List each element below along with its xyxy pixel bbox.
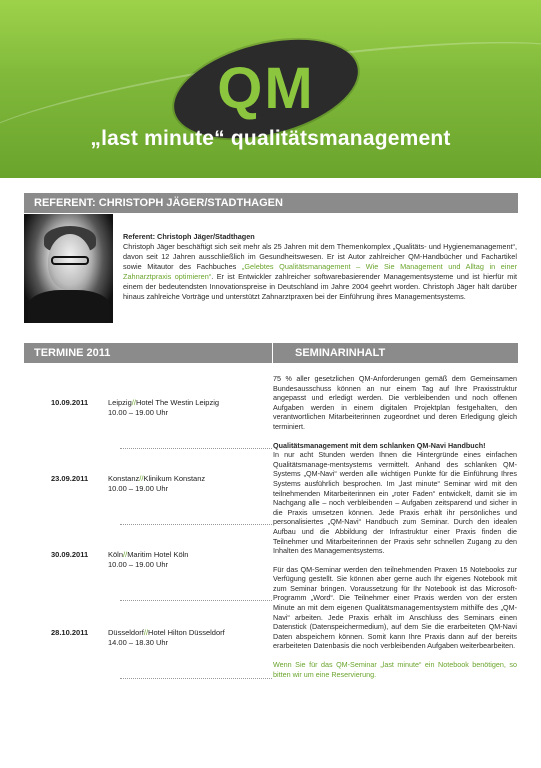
seminar-paragraph-3: Für das QM-Seminar werden den teilnehmenden Praxen 15 Notebooks zur Verfügung gestellt. Sie können aber gerne auch Ihr eigenes Notebook mit zum Seminar bringen. Voraussetzung für Ihr Notebook ist das Microsoft-Programm „Word“. Die Teilnehmer einer Praxis werden von der ersten Minute an mit dem eigenen Qualitätsmanagementsystem mithilfe des „QM-Navi“ arbeiten. Jede Praxis erhält im Anschluss des Seminars einen Datenstick (Datenspeichermedium), auf dem Sie die erarbeiteten QM-Navi Daten abspeichern können. Somit kann Ihre Praxis dann auf der bereits erarbeiteten Datenbasis die noch verbleibenden Aufgaben weiterbearbeiten. xyxy=(273,564,517,651)
seminar-paragraph-2-text: In nur acht Stunden werden Ihnen die Hintergründe eines einfachen Qualitätsmanage-mentsystems vermittelt. Anhand des schlanken QM-Systems „QM-Navi“ werden alle wichtigen Punkte für die Einführung Ihres Systems ausführlich besprochen. Im „last minute“ Seminar wird mit den teilnehmenden Mitarbeiterinnen ein „roter Faden“ entwickelt, damit sie im Nachgang alle – noch verbleibenden – Aufgaben zeitsparend und sicher in die Praxis umsetzen können. Jede Praxis erhält ihr persönliches und personalisiertes „QM-Navi“ Handbuch zum Seminar. Durch den idealen Aufbau und die Abbildung der Infrastruktur einer Praxis finden die Teilnehmer und Mitarbeiterinnen der Praxis sehr schnellen Zugang zu den Inhalten des Managementsystems. xyxy=(273,450,517,556)
termin-location xyxy=(108,398,270,418)
termine-list xyxy=(24,364,272,756)
seminar-paragraph-1: 75 % aller gesetzlichen QM-Anforderungen gemäß dem Gemeinsamen Bundesausschuss können an nur einem Tag auf Ihre Praxisstruktur angepasst und erledigt werden. Die verbleibenden und noch offenen Aufgaben werden in einem digitalen Projektplan festgehalten, den verantwortlichen Mitarbeiterinnen zugeordnet und deren Erledigung gleich terminiert. xyxy=(273,374,517,431)
bio-text-2: . Er ist Entwickler zahlreicher softwarebasierender Managementsysteme und ist hierfür mit einem der bedeutendsten Innovationspreise in Deutschland im Jahre 2004 geehrt worden. Christoph Jäger hält darüber hinaus zahlreiche Vorträge und unterstützt Zahnarztpraxen bei der Einführung ihres Managementsystems. xyxy=(123,272,517,301)
termin-city: Düsseldorf xyxy=(108,628,144,637)
termin-separator: // xyxy=(143,628,149,637)
seminar-closing-note: Wenn Sie für das QM-Seminar „last minute“ ein Notebook benötigen, so bitten wir um eine Reservierung. xyxy=(273,660,517,679)
termin-location xyxy=(108,550,270,570)
termin-divider xyxy=(120,600,272,601)
termin-venue: Klinikum Konstanz xyxy=(143,474,206,483)
termin-separator: // xyxy=(139,474,144,483)
seminar-paragraph-2 xyxy=(273,441,517,556)
termin-venue: Hotel The Westin Leipzig xyxy=(135,398,220,407)
termin-date: 23.09.2011 xyxy=(51,474,89,483)
termin-time: 14.00 – 18.30 Uhr xyxy=(108,638,169,647)
termin-divider xyxy=(120,524,272,525)
termin-time: 10.00 – 19.00 Uhr xyxy=(108,560,169,569)
termin-time: 10.00 – 19.00 Uhr xyxy=(108,484,169,493)
seminar-subheading: Qualitätsmanagement mit dem schlanken QM-Navi Handbuch! xyxy=(273,440,486,450)
header-banner xyxy=(0,0,541,178)
termin-location xyxy=(108,474,270,494)
seminar-section-title: SEMINARINHALT xyxy=(272,343,518,363)
book-title: „Gelebtes Qualitätsmanagement – Wie Sie Management und Alltag in einer Zahnarztpraxis optimieren“ xyxy=(123,262,517,281)
termin-divider xyxy=(120,448,272,449)
termin-separator: // xyxy=(131,398,136,407)
termine-section-title: TERMINE 2011 xyxy=(24,343,272,363)
photo-body xyxy=(28,290,110,323)
termin-date: 30.09.2011 xyxy=(51,550,89,559)
speaker-name: Referent: Christoph Jäger/Stadthagen xyxy=(123,232,255,241)
bio-text-1: Christoph Jäger beschäftigt sich seit mehr als 25 Jahren mit dem Themenkomplex „Qualitäts- und Hygienemanagement“, davon seit 12 Jahren ausschließlich im Gesundheitswesen. Er ist Autor zahlreicher QM-Handbücher und Fachartikel sowie Mitautor des Fachbuches xyxy=(123,242,517,271)
termin-venue: Hotel Hilton Düsseldorf xyxy=(148,628,225,637)
termin-date: 28.10.2011 xyxy=(51,628,89,637)
termin-location xyxy=(108,628,270,648)
termin-divider xyxy=(120,678,272,679)
qm-logo-text: QM xyxy=(217,56,315,121)
termin-city: Leipzig xyxy=(108,398,132,407)
seminar-content xyxy=(273,374,517,688)
termin-time: 10.00 – 19.00 Uhr xyxy=(108,408,169,417)
page-title: „last minute“ qualitätsmanagement xyxy=(90,127,451,150)
termin-city: Köln xyxy=(108,550,124,559)
termin-city: Konstanz xyxy=(108,474,140,483)
termin-venue: Maritim Hotel Köln xyxy=(127,550,189,559)
speaker-bio xyxy=(123,232,517,302)
termin-date: 10.09.2011 xyxy=(51,398,89,407)
photo-glasses xyxy=(51,256,89,265)
speaker-photo xyxy=(24,214,113,323)
referent-section-title: REFERENT: CHRISTOPH JÄGER/STADTHAGEN xyxy=(24,193,518,213)
termin-separator: // xyxy=(123,550,128,559)
